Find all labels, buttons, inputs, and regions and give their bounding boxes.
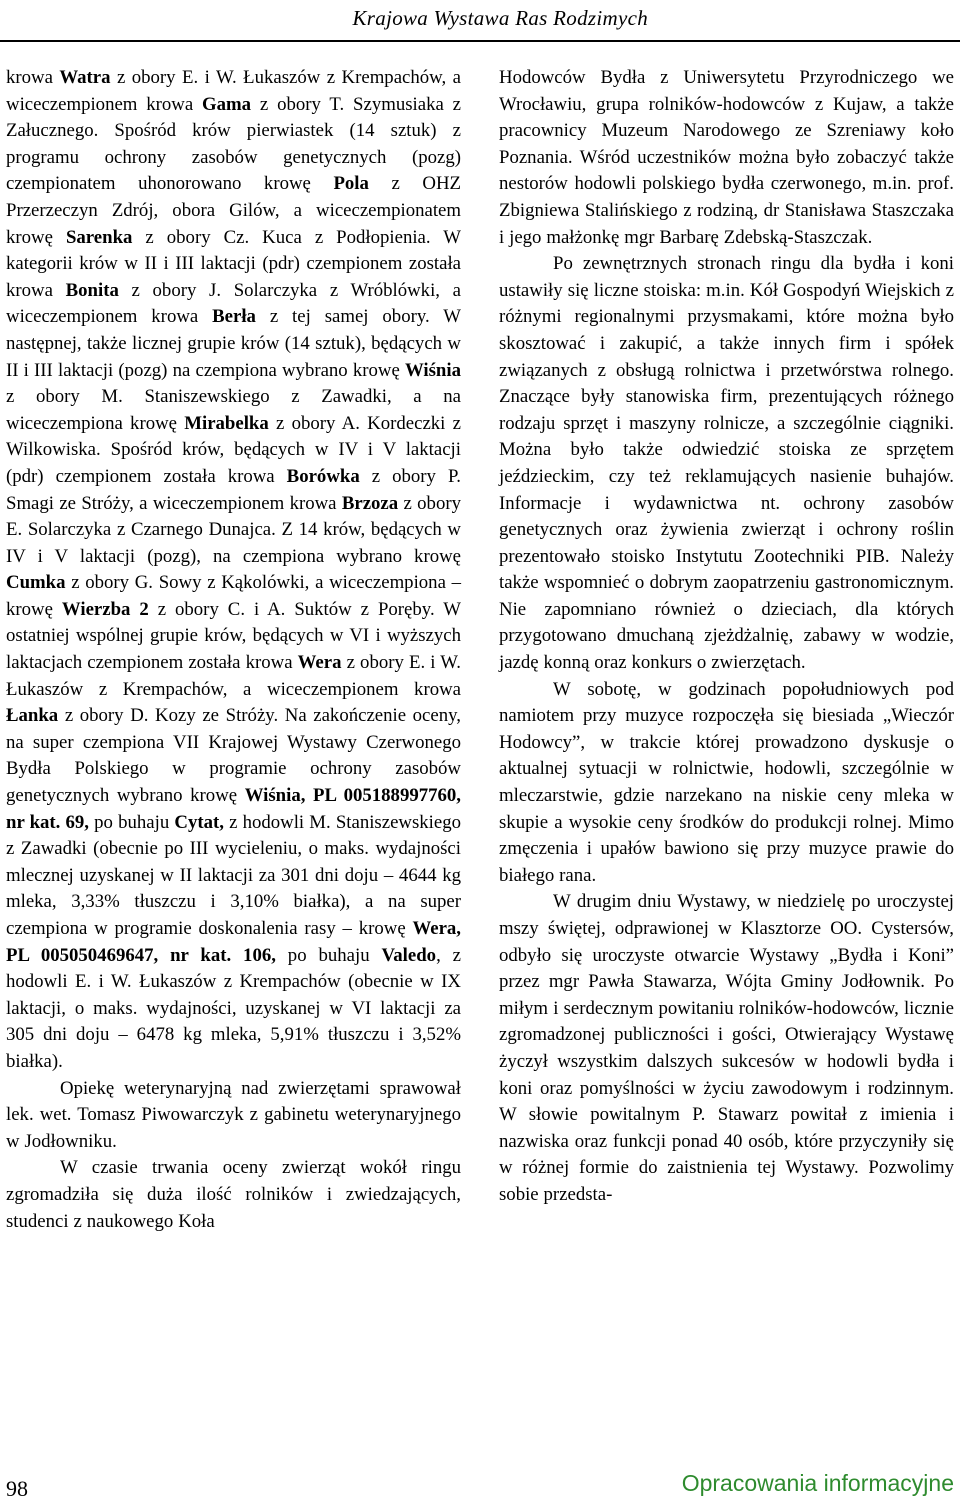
bold-name: Mirabelka bbox=[184, 412, 269, 434]
right-paragraph-3: W sobotę, w godzinach popołudniowych pod namiotem przy muzyce rozpoczęła się biesiada „Wieczór Hodowcy”, w trakcie której prowadzono dyskusje o aktualnej sytuacji w rolnictwie, hodowli, szczególnie w mleczarstwie, gdzie narzekano na niskie ceny mleka w skupie a wysokie ceny środków do produkcji rolnej. Mimo zmęczenia i upałów bawiono się przy muzyce prawie do białego rana. bbox=[499, 678, 954, 886]
bold-name: Cumka bbox=[6, 572, 66, 594]
bold-name: Brzoza bbox=[341, 492, 399, 514]
left-paragraph-1: krowa Watra z obory E. i W. Łukaszów z Krempachów, a wiceczempionem krowa Gama z obory T. Szymusiaka z Załucznego. Spośród krów pierwiastek (14 sztuk) z programu ochrony zasobów genetycznych (pozg) czempionatem uhonorowano krowę Pola z OHZ Przerzeczyn Zdrój, obora Gilów, a wiceczempionatem krowę Sarenka z obory Cz. Kuca z Podłopienia. W kategorii krów w II i III laktacji (pdr) czempionem została krowa Bonita z obory J. Solarczyka z Wróblówki, a wiceczempionem krowa Berła z tej samej obory. W następnej, także licznej grupie krów (14 sztuk), będących w II i III laktacji (pozg) na czempiona wybrano krowę Wiśnia z obory M. Staniszewskiego z Zawadki, a na wiceczempiona krowę Mirabelka z obory A. Kordeczki z Wilkowiska. Spośród krów, będących w IV i V laktacji (pdr) czempionem została krowa Borówka z obory P. Smagi ze Stróży, a wiceczempionem krowa Brzoza z obory E. Solarczyka z Czarnego Dunajca. Z 14 krów, będących w IV i V laktacji (pozg), na czempiona wybrano krowę Cumka z obory G. Sowy z Kąkolówki, a wiceczempiona – krowę Wierzba 2 z obory C. i A. Suktów z Poręby. W ostatniej wspólnej grupie krów, będących w VI i wyższych laktacjach czempionem została krowa Wera z obory E. i W. Łukaszów z Krempachów, a wiceczempionem krowa Łanka z obory D. Kozy ze Stróży. Na zakończenie oceny, na super czempiona VII Krajowej Wystawy Czerwonego Bydła Polskiego w programie ochrony zasobów genetycznych wybrano krowę Wiśnia, PL 005188997760, nr kat. 69, po buhaju Cytat, z hodowli M. Staniszewskiego z Zawadki (obecnie po III wycieleniu, o maks. wydajności mlecznej uzyskanej w II laktacji za 301 dni doju – 4644 kg mleka, 3,33% tłuszczu i 3,10% białka), a na super czempiona w programie doskonalenia rasy – krowę Wera, PL 005050469647, nr kat. 106, po buhaju Valedo, z hodowli E. i W. Łukaszów z Krempachów (obecnie w IX laktacji, o maks. wydajności, uzyskanej w VI laktacji za 305 dni doju – 6478 kg mleka, 5,91% tłuszczu i 3,52% białka). bbox=[6, 67, 462, 1072]
bold-name: Borówka bbox=[286, 465, 360, 487]
right-column bbox=[499, 65, 954, 1209]
bold-name: Pola bbox=[333, 173, 369, 195]
bold-name: Łanka bbox=[6, 705, 59, 727]
bold-name: Cytat, bbox=[174, 811, 224, 833]
section-title: Opracowania informacyjne bbox=[681, 1470, 954, 1496]
header-divider bbox=[0, 40, 960, 42]
bold-name: Wiśnia bbox=[404, 359, 461, 381]
bold-name: Wera bbox=[297, 652, 342, 674]
bold-name: Gama bbox=[202, 93, 252, 115]
running-header-title: Krajowa Wystawa Ras Rodzimych bbox=[352, 6, 648, 30]
right-paragraph-4: W drugim dniu Wystawy, w niedzielę po uroczystej mszy świętej, odprawionej w Klasztorze OO. Cystersów, odbyło się uroczyste otwarcie Wystawy „Bydła i Koni” przez mgr Pawła Stawarza, Wójta Gminy Jodłownik. Po miłym i serdecznym powitaniu rolników-hodowców, licznie zgromadzonej publiczności i gości, Otwierający Wystawę życzył wszystkim dalszych sukcesów w hodowli bydła i koni oraz pomyślności w życiu zawodowym i rodzinnym. W słowie powitalnym P. Stawarz powitał z imienia i nazwiska oraz funkcji ponad 40 osób, które przyczyniły się w różnej formie do zaistnienia tej Wystawy. Pozwolimy sobie przedsta- bbox=[499, 891, 954, 1205]
bold-name: Sarenka bbox=[65, 226, 133, 248]
left-paragraph-2: Opiekę weterynaryjną nad zwierzętami sprawował lek. wet. Tomasz Piwowarczyk z gabinetu weterynaryjnego w Jodłowniku. bbox=[6, 1077, 461, 1152]
bold-name: Wera, PL 005050469647, nr kat. 106, bbox=[6, 918, 461, 966]
right-paragraph-1: Hodowców Bydła z Uniwersytetu Przyrodniczego we Wrocławiu, grupa rolników-hodowców z Kujaw, a także pracownicy Muzeum Narodowego ze Szreniawy koło Poznania. Wśród uczestników można było zobaczyć także nestorów hodowli polskiego bydła czerwonego, m.in. prof. Zbigniewa Stalińskiego z rodziną, dr Stanisława Staszczaka i jego małżonkę mgr Barbarę Zdebską-Staszczak. bbox=[499, 67, 954, 248]
bold-name: Wierzba 2 bbox=[61, 598, 149, 620]
bold-name: Berła bbox=[212, 306, 256, 328]
right-paragraph-2: Po zewnętrznych stronach ringu dla bydła i koni ustawiły się liczne stoiska: m.in. Kół Gospodyń Wiejskich z różnymi regionalnymi przysmakami, które można było skosztować i zakupić, a także innych firm i spółek związanych z obsługą rolnictwa i przetwórstwa rolnego. Znaczące były stanowiska firm, prezentujących różnego rodzaju sprzęt i maszyny rolnicze, a szczególnie ciągniki. Można było także odwiedzić stoiska ze sprzętem jeździeckim, czy też reklamujących nasienie buhajów. Informacje i wydawnictwa nt. ochrony zasobów genetycznych oraz żywienia zwierząt i ochrony roślin prezentowało stoisko Instytutu Zootechniki PIB. Należy także wspomnieć o dobrym zaopatrzeniu gastronomicznym. Nie zapomniano również o dzieciach, dla których przygotowano dmuchaną zjeżdżalnię, zabawy w wodzie, jazdę konną oraz konkurs o zwierzętach. bbox=[499, 253, 954, 674]
bold-name: Valedo bbox=[381, 944, 437, 966]
left-paragraph-3: W czasie trwania oceny zwierząt wokół ringu zgromadziła się duża ilość rolników i zwiedzających, studenci z naukowego Koła bbox=[6, 1157, 461, 1232]
bold-name: Watra bbox=[59, 67, 111, 88]
bold-name: Bonita bbox=[65, 279, 119, 301]
left-column bbox=[6, 65, 461, 1235]
bold-name: Wiśnia, PL 005188997760, nr kat. 69, bbox=[6, 785, 461, 833]
page-number: 98 bbox=[6, 1476, 28, 1501]
